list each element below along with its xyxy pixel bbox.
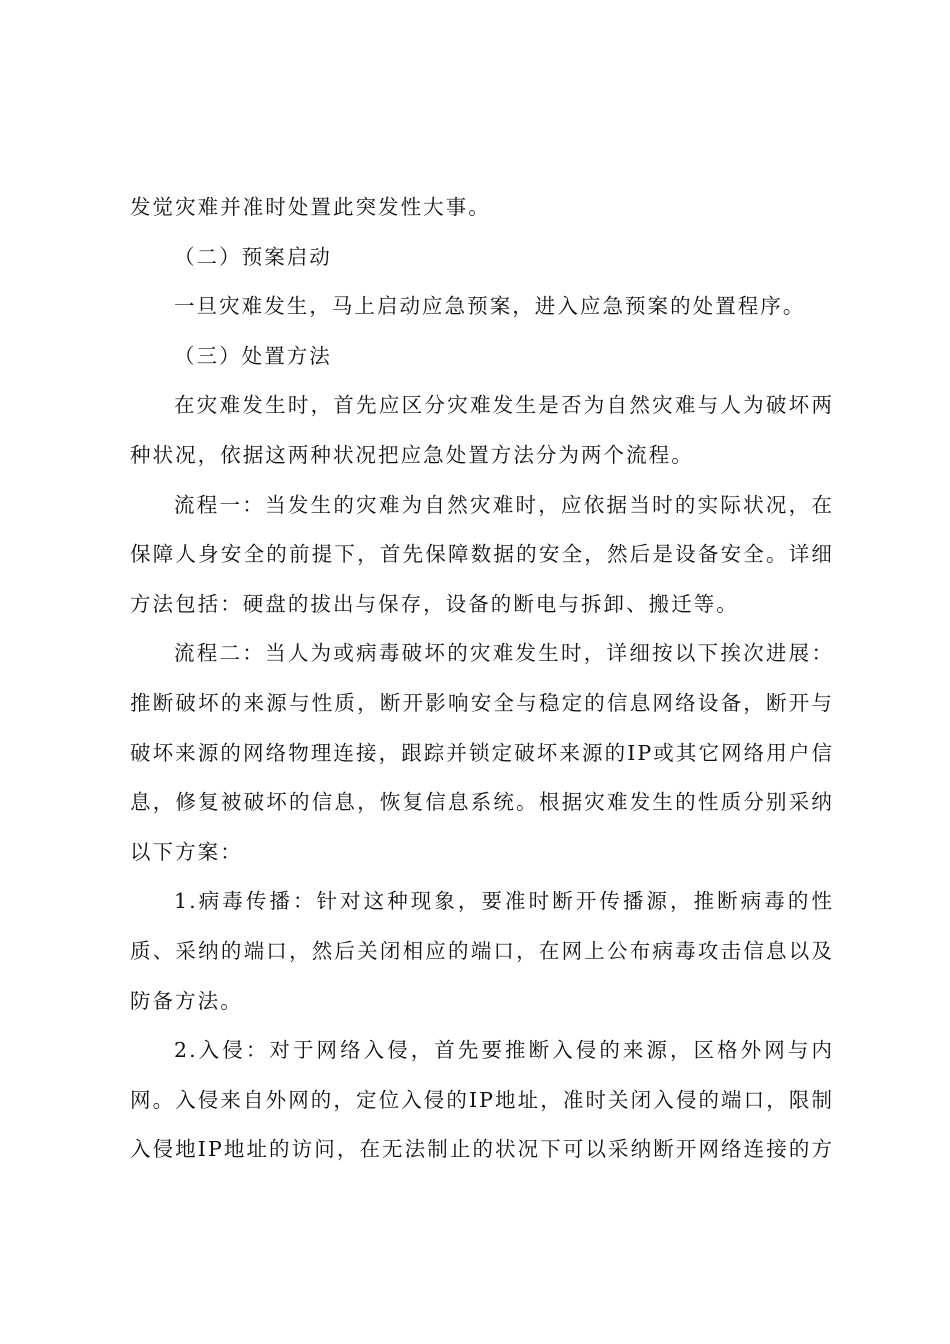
paragraph-line: 流程一：当发生的灾难为自然灾难时，应依据当时的实际状况，在 [174, 492, 834, 517]
list-item-line: 1.病毒传播：针对这种现象，要准时断开传播源，推断病毒的性 [174, 889, 834, 914]
section-heading: （二）预案启动 [174, 244, 332, 269]
section-heading: （三）处置方法 [174, 343, 332, 368]
document-body [130, 183, 834, 1175]
paragraph-line: 保障人身安全的前提下，首先保障数据的安全，然后是设备安全。详细 [130, 542, 834, 567]
paragraph-line: 方法包括：硬盘的拔出与保存，设备的断电与拆卸、搬迁等。 [130, 591, 739, 616]
paragraph-line: 发觉灾难并准时处置此突发性大事。 [130, 195, 491, 219]
paragraph-line: 种状况，依据这两种状况把应急处置方法分为两个流程。 [130, 442, 694, 467]
list-item-line: 2.入侵：对于网络入侵，首先要推断入侵的来源，区格外网与内 [174, 1038, 834, 1063]
paragraph-line: 以下方案： [130, 839, 243, 864]
paragraph-line: 入侵地IP地址的访问，在无法制止的状况下可以采纳断开网络连接的方 [130, 1137, 834, 1162]
paragraph-line: 防备方法。 [130, 988, 243, 1013]
paragraph-line: 一旦灾难发生，马上启动应急预案，进入应急预案的处置程序。 [174, 294, 806, 319]
paragraph-line: 质、采纳的端口，然后关闭相应的端口，在网上公布病毒攻击信息以及 [130, 938, 834, 963]
paragraph-line: 流程二：当人为或病毒破坏的灾难发生时，详细按以下挨次进展： [174, 641, 834, 666]
paragraph-line: 破坏来源的网络物理连接，跟踪并锁定破坏来源的IP或其它网络用户信 [130, 740, 834, 765]
paragraph-line: 推断破坏的来源与性质，断开影响安全与稳定的信息网络设备，断开与 [130, 690, 834, 715]
paragraph-line: 网。入侵来自外网的，定位入侵的IP地址，准时关闭入侵的端口，限制 [130, 1087, 834, 1112]
paragraph-line: 在灾难发生时，首先应区分灾难发生是否为自然灾难与人为破坏两 [174, 393, 834, 418]
paragraph-line: 息，修复被破坏的信息，恢复信息系统。根据灾难发生的性质分别采纳 [130, 790, 834, 815]
